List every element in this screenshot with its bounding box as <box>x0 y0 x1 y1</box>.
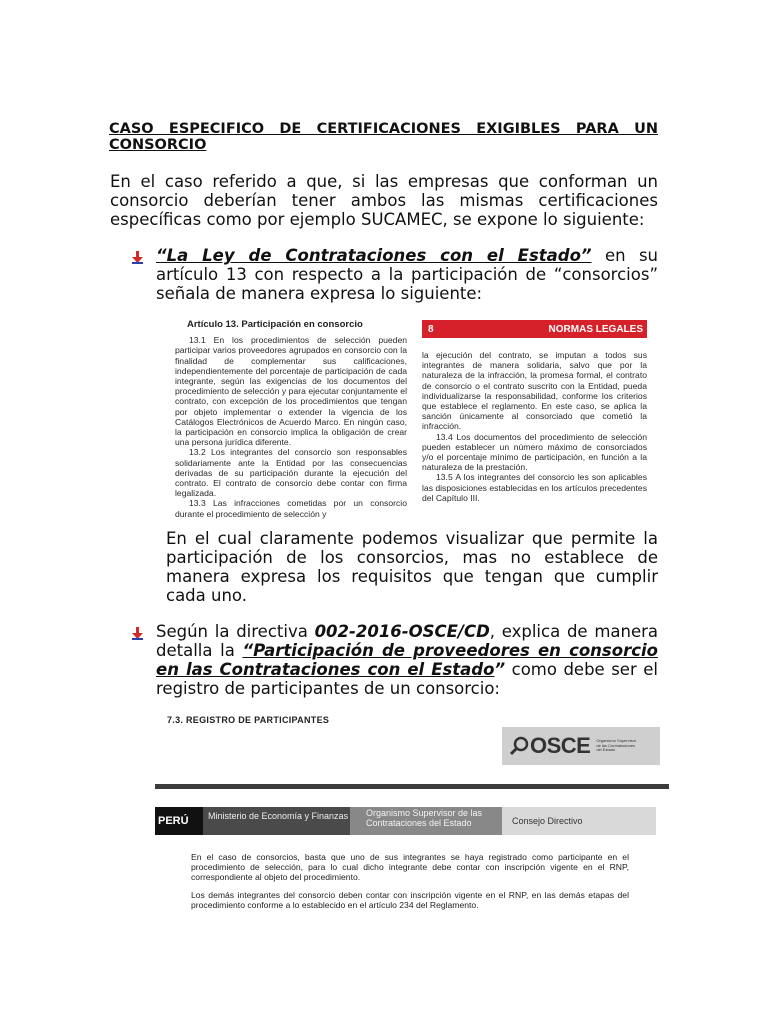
header-rule <box>155 784 669 789</box>
directive-prefix: Según la directiva <box>156 622 315 641</box>
analysis-paragraph: En el cual claramente podemos visualizar que permite la participación de los consorcios, mas no establece de manera expresa los requisitos que tengan que cumplir cada uno. <box>166 529 658 605</box>
law-name: “La Ley de Contrataciones con el Estado” <box>156 246 592 265</box>
intro-text: En el caso referido a que, si las empresas que conforman un consorcio deberían tener ambos las mismas certificaciones específicas como por ejemplo SUCAMEC, se expone lo siguiente: <box>110 172 658 229</box>
law-article-13-4: 13.4 Los documentos del procedimiento de selección pueden establecer un número máximo de consorciados y/o el porcentaje mínimo de participación, en función a la naturaleza de la prestación. <box>422 431 647 473</box>
law-article-13-5: 13.5 A los integrantes del consorcio les son aplicables las disposiciones establecidas en los artículos precedentes del Capítulo III. <box>422 472 647 503</box>
law-excerpt-left-column <box>175 320 407 519</box>
law-excerpt-right-column <box>422 320 647 503</box>
organism-label: Organismo Supervisor de las Contrataciones del Estado <box>350 807 502 835</box>
directive-excerpt-image <box>155 715 669 930</box>
document-title: CASO ESPECIFICO DE CERTIFICACIONES EXIGIBLES PARA UN CONSORCIO <box>109 121 658 153</box>
osce-logo-subtitle: Organismo Supervisor de las Contrataciones del Estado <box>596 738 637 753</box>
directive-closing-quote: ” <box>494 660 506 679</box>
law-excerpt-image <box>175 319 647 519</box>
government-banner <box>155 807 656 835</box>
directive-rest: como debe ser el registro de participantes de un consorcio: <box>156 660 658 698</box>
banner-page-number: 8 <box>428 323 434 335</box>
normas-legales-banner <box>422 320 647 338</box>
directive-body <box>191 852 629 918</box>
law-article-heading: Artículo 13. Participación en consorcio <box>187 319 363 330</box>
arrow-bullet-icon <box>131 627 144 640</box>
law-article-13-3: 13.3 Las infracciones cometidas por un consorcio durante el procedimiento de selección y <box>175 498 407 519</box>
intro-paragraph <box>110 172 658 229</box>
council-label: Consejo Directivo <box>502 807 656 835</box>
bullet-law-text: en su artículo 13 con respecto a la participación de “consorcios” señala de manera expresa lo siguiente: <box>156 246 659 303</box>
directive-section-heading: 7.3. REGISTRO DE PARTICIPANTES <box>167 715 330 725</box>
directive-paragraph-2: Los demás integrantes del consorcio deben contar con inscripción vigente en el RNP, en las demás etapas del procedimiento conforme a lo establecido en el artículo 234 del Reglamento. <box>191 890 629 910</box>
osce-logo <box>502 727 660 765</box>
directive-paragraph-1: En el caso de consorcios, basta que uno de sus integrantes se haya registrado como participante en el procedimiento de selección, para lo cual dicho integrante debe contar con inscripción vigente en el RNP, correspondiente al objeto del procedimiento. <box>191 852 629 882</box>
directive-middle: , explica de manera detalla la <box>156 622 659 660</box>
banner-title: NORMAS LEGALES <box>548 323 643 335</box>
bullet-directive-reference <box>156 622 658 698</box>
law-article-13-3-continued: la ejecución del contrato, se imputan a todos sus integrantes de manera solidaria, salvo que por la naturaleza de la infracción, la promesa formal, el contrato de consorcio o el contrato suscrito con la Entidad, pueda individualizarse la responsabilidad, conforme los criterios que establece el reglamento. En este caso, se aplica la sanción únicamente al consorciado que cometió la infracción. <box>422 350 647 432</box>
law-article-13-1: 13.1 En los procedimientos de selección pueden participar varios proveedores agrupados en consorcio con la finalidad de complementar sus calificaciones, independientemente del porcentaje de participación de cada integrante, según las exigencias de los documentos del procedimiento de selección y para ejecutar conjuntamente el contrato, con excepción de los procedimientos que tengan por objeto implementar o extender la vigencia de los Catálogos Electrónicos de Acuerdo Marco. En ningún caso, la participación en consorcio implica la obligación de crear una persona jurídica diferente. <box>175 335 407 448</box>
peru-label: PERÚ <box>155 807 203 835</box>
bullet-law-reference <box>156 246 658 303</box>
ministry-label: Ministerio de Economía y Finanzas <box>203 807 350 835</box>
arrow-bullet-icon <box>131 251 144 264</box>
magnifier-icon <box>510 736 530 756</box>
osce-logo-text: OSCE <box>530 733 591 758</box>
directive-code: 002-2016-OSCE/CD <box>314 622 490 641</box>
directive-title: “Participación de proveedores en consorcio en las Contrataciones con el Estado <box>156 641 658 679</box>
law-article-13-2: 13.2 Los integrantes del consorcio son responsables solidariamente ante la Entidad por las consecuencias derivadas de su participación durante la ejecución del contrato. El contrato de consorcio debe contar con firma legalizada. <box>175 447 407 499</box>
